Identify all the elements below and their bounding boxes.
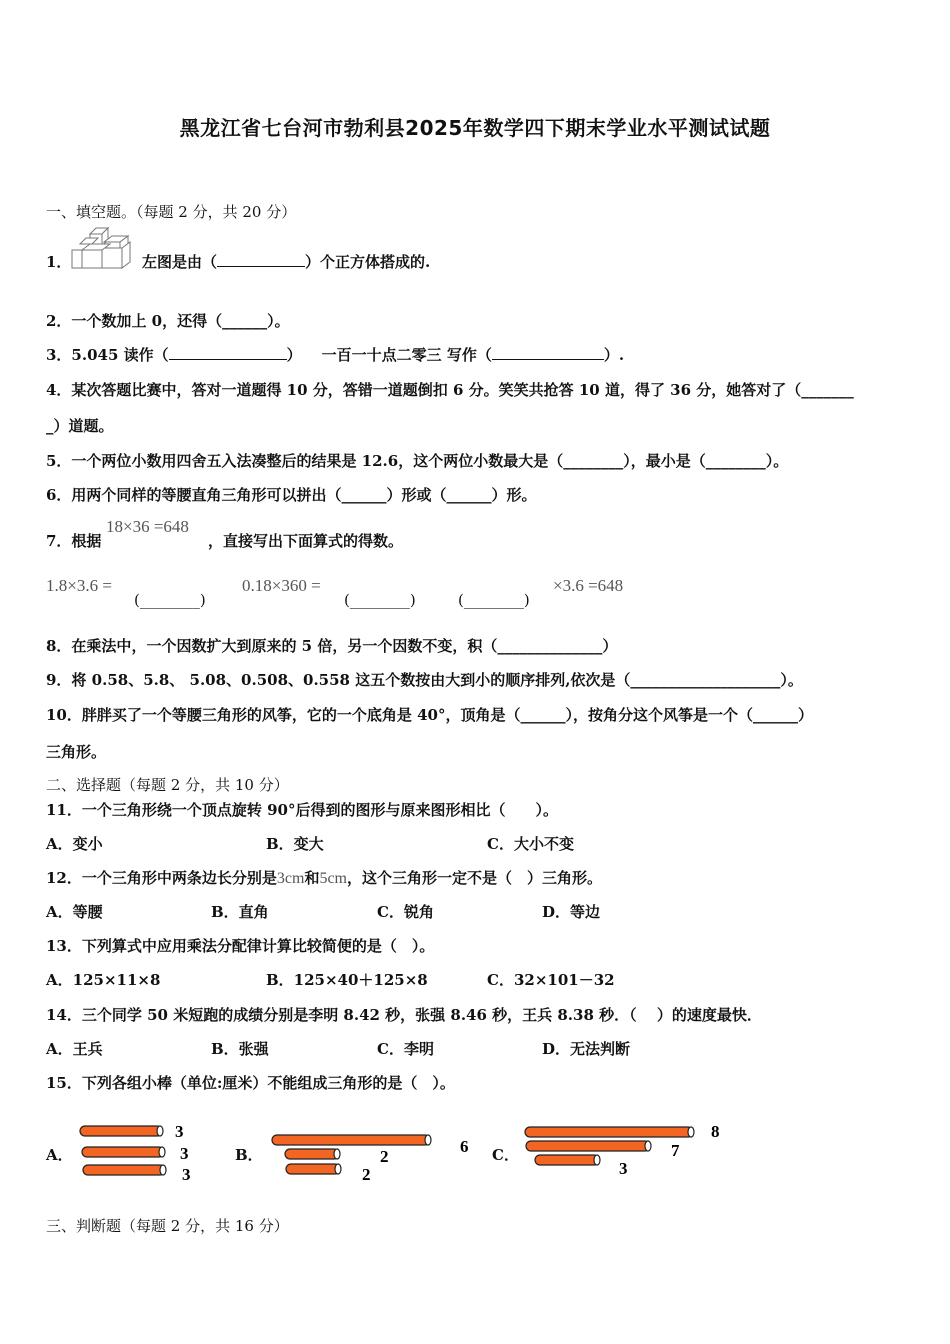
option-13-a[interactable]: A．125×11×8	[46, 971, 161, 989]
expression-3: ×3.6 =648	[553, 576, 624, 595]
question-4-line-2: _）道题。	[46, 417, 114, 435]
option-12-b[interactable]: B．直角	[211, 903, 269, 921]
stick-group-c	[525, 1122, 720, 1178]
stick-length-label: 2	[362, 1165, 371, 1184]
question-9: 9．将 0.58、5.8、 5.08、0.508、0.558 这五个数按由大到小的顺序排列,依次是（____________________）。	[46, 671, 803, 689]
stick-length-label: 2	[380, 1147, 389, 1166]
answer-blank[interactable]	[169, 345, 287, 360]
option-11-b[interactable]: B．变大	[266, 835, 324, 853]
expression-1: 1.8×3.6 =	[46, 576, 112, 595]
question-1	[46, 252, 71, 272]
expression-2: 0.18×360 =	[242, 576, 321, 595]
question-15: 15．下列各组小棒（单位:厘米）不能组成三角形的是（ ）。	[46, 1074, 455, 1092]
option-14-c[interactable]: C．李明	[377, 1040, 434, 1058]
question-7-formula: 18×36 =648	[106, 517, 189, 536]
stick-length-label: 7	[671, 1141, 680, 1160]
cube-face	[102, 248, 122, 268]
stick	[272, 1135, 430, 1145]
option-14-d[interactable]: D．无法判断	[542, 1040, 631, 1058]
stick	[80, 1126, 162, 1136]
option-15-c[interactable]: C．	[492, 1146, 519, 1164]
question-6: 6．用两个同样的等腰直角三角形可以拼出（______）形或（______）形。	[46, 486, 537, 504]
option-15-a[interactable]: A．	[46, 1146, 73, 1164]
stick	[526, 1141, 650, 1151]
question-5: 5．一个两位小数用四舍五入法凑整后的结果是 12.6，这个两位小数最大是（________），最小是（________）。	[46, 452, 789, 470]
option-13-c[interactable]: C．32×101－32	[487, 971, 615, 989]
stick-length-label: 3	[182, 1165, 191, 1184]
option-12-d[interactable]: D．等边	[542, 903, 601, 921]
question-11: 11．一个三角形绕一个顶点旋转 90°后得到的图形与原来图形相比（ ）。	[46, 801, 558, 819]
stick-length-label: 3	[175, 1122, 184, 1141]
stick	[525, 1127, 693, 1137]
stick-group-a	[80, 1122, 191, 1184]
answer-blank[interactable]	[492, 345, 604, 360]
question-10-line-1: 10．胖胖买了一个等腰三角形的风筝，它的一个底角是 40°，顶角是（______），按角分这个风筝是一个（______）	[46, 706, 813, 724]
question-10-line-2: 三角形。	[46, 743, 107, 761]
stick-length-label: 8	[711, 1122, 720, 1141]
cube-face	[82, 250, 102, 268]
option-11-c[interactable]: C．大小不变	[487, 835, 574, 853]
section-2-heading: 二、选择题（每题 2 分，共 10 分）	[46, 776, 289, 794]
sticks-figure	[0, 1110, 950, 1190]
question-2: 2．一个数加上 0，还得（______）。	[46, 312, 290, 330]
answer-blank[interactable]	[217, 252, 305, 267]
question-1-text: 左图是由（ ）个正方体搭成的.	[142, 253, 431, 271]
stick	[83, 1165, 165, 1175]
question-8: 8．在乘法中，一个因数扩大到原来的 5 倍，另一个因数不变，积（______________）	[46, 637, 618, 655]
question-3: 3．5.045 读作（ ） 一百一十点二零三 写作（ ）.	[46, 346, 625, 364]
stick-length-label: 6	[460, 1137, 469, 1156]
section-3-heading: 三、判断题（每题 2 分，共 16 分）	[46, 1217, 289, 1235]
question-7-prefix: 7．根据	[46, 532, 102, 550]
answer-blank-3[interactable]: (________)	[458, 591, 530, 609]
section-1-heading: 一、填空题。（每题 2 分，共 20 分）	[46, 203, 297, 221]
option-11-a[interactable]: A．变小	[46, 835, 103, 853]
answer-blank-1[interactable]: (________)	[134, 591, 206, 609]
stick-group-b	[272, 1135, 469, 1184]
option-12-c[interactable]: C．锐角	[377, 903, 434, 921]
question-7-suffix: ，直接写出下面算式的得数。	[208, 532, 404, 550]
stick	[286, 1164, 340, 1174]
stick	[82, 1147, 164, 1157]
stick-length-label: 3	[180, 1144, 189, 1163]
stick	[285, 1149, 339, 1159]
question-1-number: 1．	[46, 253, 72, 271]
option-13-b[interactable]: B．125×40＋125×8	[266, 971, 428, 989]
stick	[535, 1155, 599, 1165]
option-15-b[interactable]: B．	[235, 1146, 263, 1164]
question-4-line-1: 4．某次答题比赛中，答对一道题得 10 分，答错一道题倒扣 6 分。笑笑共抢答 10 道，得了 36 分，她答对了（_______	[46, 381, 854, 399]
page-title: 黑龙江省七台河市勃利县2025年数学四下期末学业水平测试试题	[179, 116, 771, 140]
question-13: 13．下列算式中应用乘法分配律计算比较简便的是（ ）。	[46, 937, 435, 955]
option-12-a[interactable]: A．等腰	[46, 903, 103, 921]
option-14-b[interactable]: B．张强	[211, 1040, 269, 1058]
stick-length-label: 3	[619, 1159, 628, 1178]
question-12: 12．一个三角形中两条边长分别是3cm和5cm，这个三角形一定不是（ ）三角形。	[46, 869, 603, 887]
cube-stack-figure	[70, 226, 140, 272]
answer-blank-2[interactable]: (________)	[344, 591, 416, 609]
question-14: 14．三个同学 50 米短跑的成绩分别是李明 8.42 秒，张强 8.46 秒，王兵 8.38 秒．（ ）的速度最快．	[46, 1006, 762, 1024]
option-14-a[interactable]: A．王兵	[46, 1040, 103, 1058]
